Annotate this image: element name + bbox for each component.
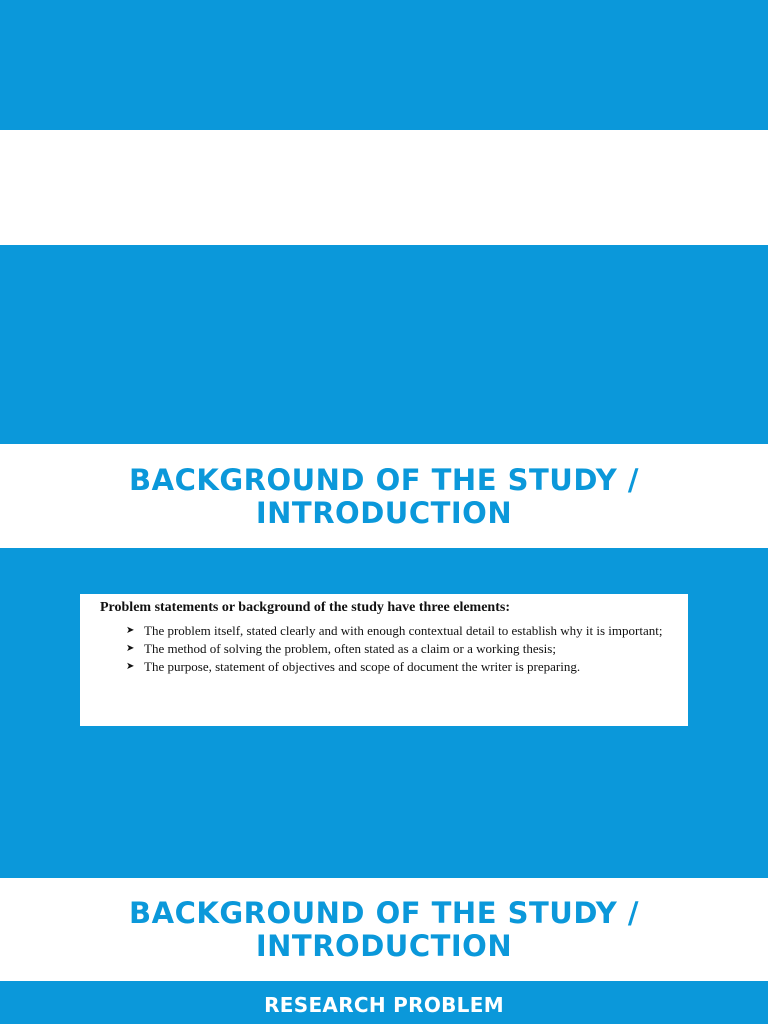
elements-list [100, 622, 668, 676]
blue-band-top [0, 0, 768, 130]
white-band [0, 130, 768, 245]
arrowhead-bullet-icon: ➤ [126, 643, 135, 654]
blue-band [0, 245, 768, 444]
list-item-text: The problem itself, stated clearly and with enough contextual detail to establish why it is important; [144, 623, 663, 638]
slide-title [0, 464, 768, 530]
slide-title-2-line-1: BACKGROUND OF THE STUDY / [129, 896, 639, 930]
slide-title-2-line-2: INTRODUCTION [255, 929, 513, 963]
problem-statement-excerpt [80, 594, 688, 726]
arrowhead-bullet-icon: ➤ [126, 661, 135, 672]
slide-title-line-1: BACKGROUND OF THE STUDY / [129, 463, 639, 497]
list-item [126, 640, 668, 658]
slide-title-2 [0, 897, 768, 963]
arrowhead-bullet-icon: ➤ [126, 625, 135, 636]
list-item [126, 622, 668, 640]
list-item-text: The purpose, statement of objectives and scope of document the writer is preparing. [144, 659, 581, 674]
list-item-text: The method of solving the problem, often stated as a claim or a working thesis; [144, 641, 556, 656]
slide-title-line-2: INTRODUCTION [255, 496, 513, 530]
section-subtitle: RESEARCH PROBLEM [264, 993, 504, 1017]
excerpt-heading: Problem statements or background of the study have three elements: [100, 600, 510, 615]
list-item [126, 658, 668, 676]
